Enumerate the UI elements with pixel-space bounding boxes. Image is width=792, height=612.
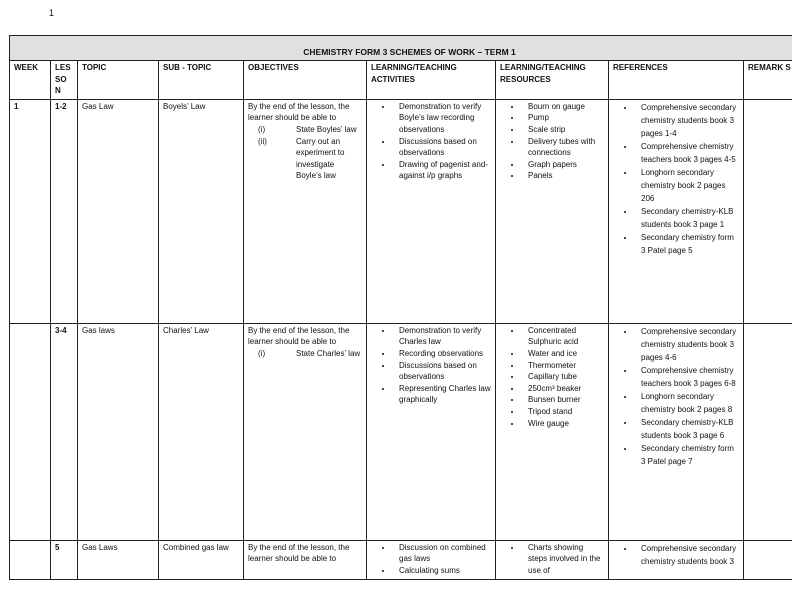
resource-item: • Capillary tube: [522, 371, 604, 383]
week-cell: [10, 540, 51, 579]
resource-item: • Pump: [522, 112, 604, 124]
activities-cell: [367, 540, 496, 579]
resources-cell: [496, 323, 609, 540]
objective-text: Carry out an experiment to investigate Boyle’s law: [296, 136, 345, 181]
resource-item: • Graph papers: [522, 159, 604, 171]
reference-item: • Secondary chemistry form 3 Patel page 7: [635, 442, 739, 468]
topic-cell: Gas laws: [78, 323, 159, 540]
activity-item: • Calculating sums: [393, 565, 491, 577]
objectives-intro: By the end of the lesson, the learner should be able to: [248, 101, 350, 123]
resources-list: [500, 101, 604, 182]
references-cell: [609, 540, 744, 579]
resources-list: [500, 325, 604, 429]
resource-item: • Panels: [522, 170, 604, 182]
remarks-cell: [744, 99, 792, 323]
reference-item: • Secondary chemistry-KLB students book 3 page 6: [635, 416, 739, 442]
activity-item: • Drawing of pagenist and- against i/p graphs: [393, 159, 491, 182]
objective-item: [248, 136, 362, 182]
lesson-cell: 3-4: [51, 323, 78, 540]
activities-list: [371, 101, 491, 182]
activities-list: [371, 325, 491, 406]
objective-item: [248, 124, 362, 136]
page-number: 1: [49, 8, 55, 18]
objectives-intro: By the end of the lesson, the learner should be able to: [248, 325, 350, 347]
objective-item: [248, 348, 362, 360]
reference-item: • Comprehensive secondary chemistry students book 3 pages 1-4: [635, 101, 739, 140]
objectives-intro: By the end of the lesson, the learner should be able to: [248, 542, 350, 564]
references-list: [613, 101, 739, 257]
header-activities: LEARNING/TEACHING ACTIVITIES: [367, 61, 496, 100]
resource-item: • Charts showing steps involved in the use of: [522, 542, 604, 577]
header-objectives: OBJECTIVES: [244, 61, 367, 100]
activity-item: • Representing Charles law graphically: [393, 383, 491, 406]
scheme-of-work-table: [9, 35, 792, 580]
header-week: WEEK: [10, 61, 51, 100]
lesson-cell: 1-2: [51, 99, 78, 323]
activities-cell: [367, 323, 496, 540]
reference-item: • Comprehensive chemistry teachers book 3 pages 4-5: [635, 140, 739, 166]
resources-cell: [496, 99, 609, 323]
reference-item: • Comprehensive secondary chemistry students book 3 pages 4-6: [635, 325, 739, 364]
week-cell: 1: [10, 99, 51, 323]
subtopic-cell: Combined gas law: [159, 540, 244, 579]
header-lesson: LES SO N: [51, 61, 78, 100]
topic-cell: Gas Law: [78, 99, 159, 323]
activities-cell: [367, 99, 496, 323]
header-resources: LEARNING/TEACHING RESOURCES: [496, 61, 609, 100]
reference-item: • Secondary chemistry form 3 Patel page 5: [635, 231, 739, 257]
remarks-cell: [744, 323, 792, 540]
header-row: [10, 61, 792, 100]
activity-item: • Demonstration to verify Charles law: [393, 325, 491, 348]
objective-number: (ii): [258, 136, 267, 146]
scheme-of-work-table-container: [9, 35, 792, 580]
header-subtopic: SUB - TOPIC: [159, 61, 244, 100]
activities-list: [371, 542, 491, 577]
objectives-cell: [244, 323, 367, 540]
lesson-cell: 5: [51, 540, 78, 579]
title-row: [10, 36, 792, 61]
resource-item: • Scale strip: [522, 124, 604, 136]
resources-cell: [496, 540, 609, 579]
table-title: CHEMISTRY FORM 3 SCHEMES OF WORK – TERM 1: [10, 36, 792, 61]
reference-item: • Comprehensive chemistry teachers book 3 pages 6-8: [635, 364, 739, 390]
resource-item: • Concentrated Sulphuric acid: [522, 325, 604, 348]
objective-text: State Boyles’ law: [296, 124, 357, 134]
resource-item: • Bunsen burner: [522, 394, 604, 406]
header-references: REFERENCES: [609, 61, 744, 100]
objective-number: (i): [258, 348, 266, 358]
table-row: [10, 99, 792, 323]
table-row: [10, 323, 792, 540]
topic-cell: Gas Laws: [78, 540, 159, 579]
resource-item: • Delivery tubes with connections: [522, 136, 604, 159]
week-cell: [10, 323, 51, 540]
header-remarks: REMARK S: [744, 61, 792, 100]
resources-list: [500, 542, 604, 577]
activity-item: • Demonstration to verify Boyle’s law recording observations: [393, 101, 491, 136]
reference-item: • Longhorn secondary chemistry book 2 pages 8: [635, 390, 739, 416]
objective-number: (i): [258, 124, 266, 134]
remarks-cell: [744, 540, 792, 579]
table-row: [10, 540, 792, 579]
references-list: [613, 325, 739, 468]
reference-item: • Longhorn secondary chemistry book 2 pages 206: [635, 166, 739, 205]
activity-item: • Recording observations: [393, 348, 491, 360]
objective-text: State Charles’ law: [296, 348, 361, 358]
resource-item: • Bourn on gauge: [522, 101, 604, 113]
reference-item: • Comprehensive secondary chemistry students book 3: [635, 542, 739, 568]
resource-item: • Water and ice: [522, 348, 604, 360]
references-list: [613, 542, 739, 568]
subtopic-cell: Charles’ Law: [159, 323, 244, 540]
resource-item: • Thermometer: [522, 360, 604, 372]
resource-item: • Tripod stand: [522, 406, 604, 418]
header-topic: TOPIC: [78, 61, 159, 100]
activity-item: • Discussions based on observations: [393, 136, 491, 159]
resource-item: • 250cm³ beaker: [522, 383, 604, 395]
activity-item: • Discussions based on observations: [393, 360, 491, 383]
reference-item: • Secondary chemistry-KLB students book 3 page 1: [635, 205, 739, 231]
subtopic-cell: Boyels’ Law: [159, 99, 244, 323]
activity-item: • Discussion on combined gas laws: [393, 542, 491, 565]
references-cell: [609, 99, 744, 323]
objectives-cell: [244, 540, 367, 579]
resource-item: • Wire gauge: [522, 418, 604, 430]
references-cell: [609, 323, 744, 540]
objectives-cell: [244, 99, 367, 323]
